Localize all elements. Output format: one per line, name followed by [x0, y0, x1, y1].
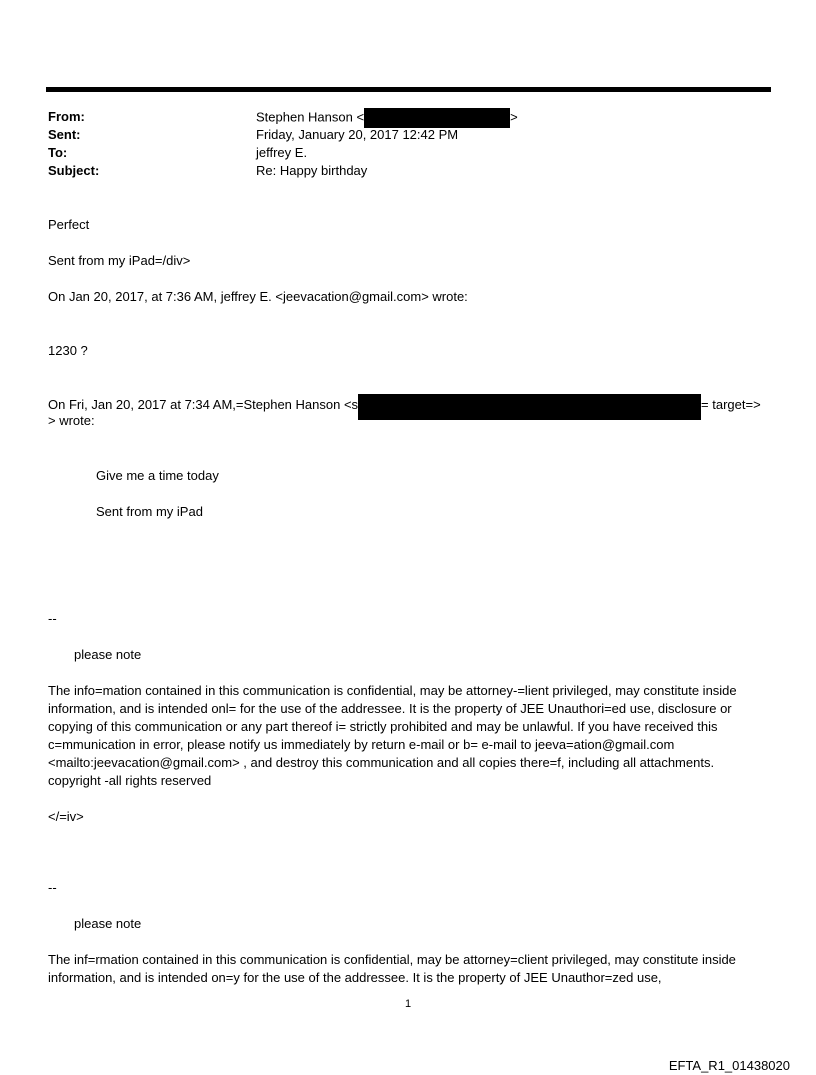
document-id: EFTA_R1_01438020 [668, 1058, 790, 1073]
body-line: Give me a time today [96, 468, 219, 483]
page-number: 1 [404, 998, 412, 1010]
to-value: jeffrey E. [256, 145, 308, 160]
separator: -- [48, 880, 57, 895]
body-line: Sent from my iPad=/div> [48, 253, 191, 268]
quoted-header: On Jan 20, 2017, at 7:36 AM, jeffrey E. <jeevacation@gmail.com> wrote: [48, 289, 468, 304]
body-line: Sent from my iPad [96, 504, 203, 519]
from-label: From: [48, 109, 85, 124]
body-line: > wrote: [48, 413, 95, 428]
redaction-box [364, 108, 510, 128]
from-value [256, 108, 518, 128]
to-label: To: [48, 145, 68, 160]
body-line: Perfect [48, 217, 90, 232]
body-line: 1230 ? [48, 343, 88, 358]
disclaimer-paragraph: The inf=rmation contained in this communication is confidential, may be attorney=client privileged, may constitute inside information, and is intended on=y for the use of the addressee. It is the property of JEE Unauthor=zed use, [48, 952, 736, 985]
from-close: > [510, 109, 518, 125]
disclaimer-paragraph: The info=mation contained in this communication is confidential, may be attorney-=lient privileged, may constitute inside information, and is intended onl= for the use of the addressee. It is the property of JEE Unauthori=ed use, disclosure or copying of this communication or any part thereof i= strictly prohibited and may be unlawful. If you have received this c=mmunication in error, please notify us immediately by return e-mail or b= e-mail to jeeva=ation@gmail.com <mailto:jeevacation@gmail.com> , and destroy this communication and all copies there=f, including all attachments. copyright -all rights reserved [48, 683, 737, 788]
note-heading: please note [74, 916, 142, 931]
sent-value: Friday, January 20, 2017 12:42 PM [256, 127, 459, 142]
subject-label: Subject: [48, 163, 100, 178]
body-line: </=iv> [48, 809, 84, 824]
header-rule [46, 87, 771, 92]
quoted-header-start: On Fri, Jan 20, 2017 at 7:34 AM,=Stephen Hanson <s [48, 397, 359, 412]
sent-label: Sent: [48, 127, 81, 142]
note-heading: please note [74, 647, 142, 662]
separator: -- [48, 611, 57, 626]
subject-value: Re: Happy birthday [256, 163, 368, 178]
quoted-header [48, 396, 761, 420]
redaction-box [358, 394, 701, 420]
from-name: Stephen Hanson < [256, 109, 365, 125]
quoted-header-end: = target=> [701, 397, 761, 412]
